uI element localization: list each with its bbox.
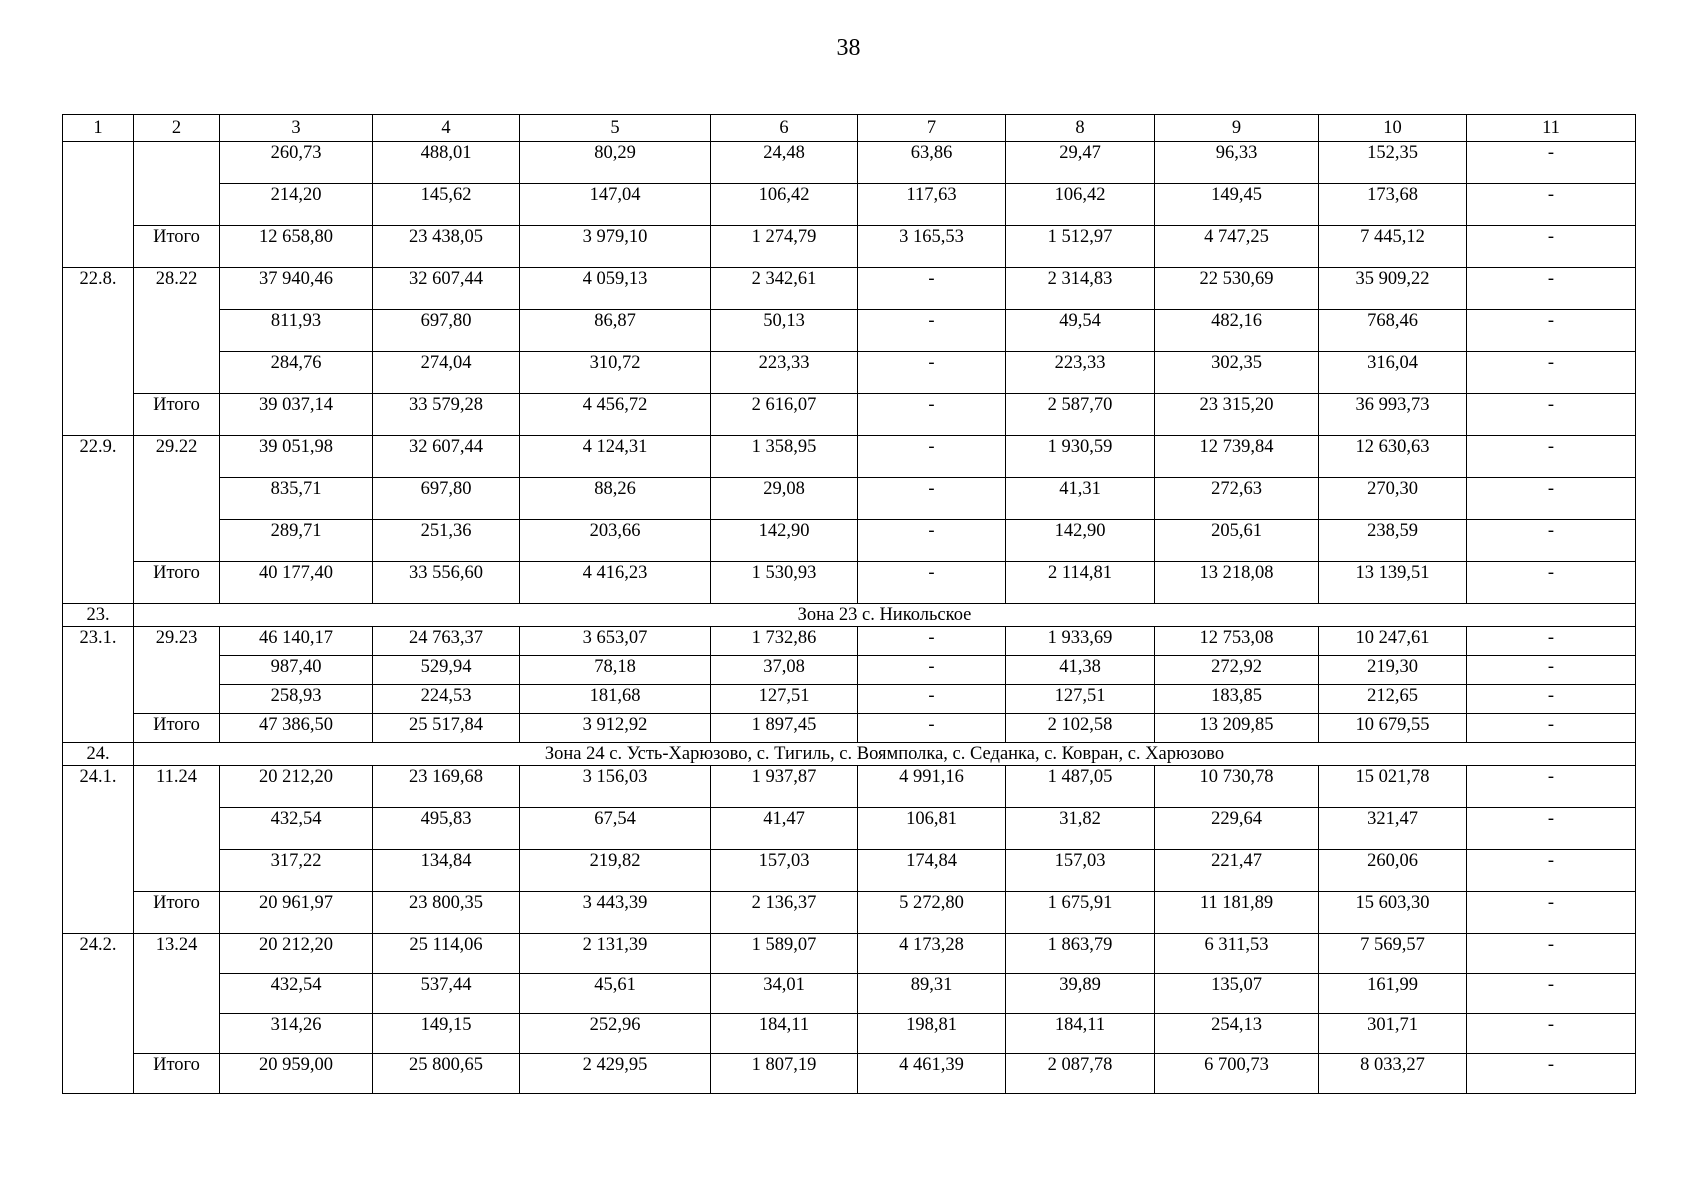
total-cell: 1 807,19 xyxy=(711,1054,858,1094)
table-cell: 183,85 xyxy=(1155,685,1319,714)
table-cell: 88,26 xyxy=(520,478,711,520)
table-cell: 12 753,08 xyxy=(1155,627,1319,656)
item-number xyxy=(63,142,134,268)
total-row xyxy=(63,1054,1636,1094)
table-cell: 272,92 xyxy=(1155,656,1319,685)
total-cell: - xyxy=(1467,1054,1636,1094)
table-cell: 117,63 xyxy=(858,184,1006,226)
total-cell: 47 386,50 xyxy=(220,714,373,743)
table-cell: - xyxy=(858,268,1006,310)
column-header: 3 xyxy=(220,115,373,142)
table-cell: 20 212,20 xyxy=(220,934,373,974)
table-cell: 37 940,46 xyxy=(220,268,373,310)
item-number: 24.1. xyxy=(63,766,134,934)
table-cell: 23 169,68 xyxy=(373,766,520,808)
total-cell: 4 416,23 xyxy=(520,562,711,604)
total-cell: 2 087,78 xyxy=(1006,1054,1155,1094)
table-cell: - xyxy=(1467,352,1636,394)
table-cell: 317,22 xyxy=(220,850,373,892)
page-number: 38 xyxy=(836,35,861,61)
table-cell: 127,51 xyxy=(711,685,858,714)
total-cell: 8 033,27 xyxy=(1319,1054,1467,1094)
table-cell: - xyxy=(858,627,1006,656)
table-cell: 147,04 xyxy=(520,184,711,226)
total-cell: 1 897,45 xyxy=(711,714,858,743)
table-cell: 181,68 xyxy=(520,685,711,714)
total-cell: - xyxy=(858,562,1006,604)
total-cell: 2 587,70 xyxy=(1006,394,1155,436)
table-cell: 15 021,78 xyxy=(1319,766,1467,808)
table-cell: - xyxy=(858,352,1006,394)
table-cell: 1 937,87 xyxy=(711,766,858,808)
table-row xyxy=(63,627,1636,656)
table-cell: 41,38 xyxy=(1006,656,1155,685)
table-cell: - xyxy=(858,520,1006,562)
table-cell: 219,82 xyxy=(520,850,711,892)
table-cell: 63,86 xyxy=(858,142,1006,184)
table-cell: - xyxy=(1467,184,1636,226)
total-cell: - xyxy=(1467,714,1636,743)
table-cell: 1 933,69 xyxy=(1006,627,1155,656)
table-cell: 174,84 xyxy=(858,850,1006,892)
table-cell: 203,66 xyxy=(520,520,711,562)
table-cell: 157,03 xyxy=(1006,850,1155,892)
table-row xyxy=(63,850,1636,892)
table-cell: 205,61 xyxy=(1155,520,1319,562)
total-cell: 33 579,28 xyxy=(373,394,520,436)
table-cell: 149,45 xyxy=(1155,184,1319,226)
item-code: 13.24 xyxy=(134,934,220,1054)
total-cell: 3 912,92 xyxy=(520,714,711,743)
total-cell: 33 556,60 xyxy=(373,562,520,604)
total-cell: 10 679,55 xyxy=(1319,714,1467,743)
total-cell: 2 136,37 xyxy=(711,892,858,934)
table-cell: 22 530,69 xyxy=(1155,268,1319,310)
table-cell: 2 314,83 xyxy=(1006,268,1155,310)
table-body xyxy=(63,115,1636,1094)
total-cell: 1 530,93 xyxy=(711,562,858,604)
total-label: Итого xyxy=(134,226,220,268)
total-row xyxy=(63,892,1636,934)
total-cell: - xyxy=(1467,892,1636,934)
table-cell: 987,40 xyxy=(220,656,373,685)
table-cell: 495,83 xyxy=(373,808,520,850)
table-cell: 229,64 xyxy=(1155,808,1319,850)
table-cell: 34,01 xyxy=(711,974,858,1014)
table-cell: 29,08 xyxy=(711,478,858,520)
table-cell: 145,62 xyxy=(373,184,520,226)
table-row xyxy=(63,656,1636,685)
table-cell: 89,31 xyxy=(858,974,1006,1014)
table-cell: 106,81 xyxy=(858,808,1006,850)
table-cell: 4 991,16 xyxy=(858,766,1006,808)
table-cell: 142,90 xyxy=(711,520,858,562)
table-row xyxy=(63,520,1636,562)
table-row xyxy=(63,478,1636,520)
header-row xyxy=(63,115,1636,142)
table-cell: 67,54 xyxy=(520,808,711,850)
table-cell: - xyxy=(1467,142,1636,184)
item-code xyxy=(134,142,220,226)
total-cell: 23 438,05 xyxy=(373,226,520,268)
table-cell: 50,13 xyxy=(711,310,858,352)
table-cell: 223,33 xyxy=(1006,352,1155,394)
table-cell: 106,42 xyxy=(711,184,858,226)
table-cell: 80,29 xyxy=(520,142,711,184)
table-cell: 1 863,79 xyxy=(1006,934,1155,974)
table-cell: 4 059,13 xyxy=(520,268,711,310)
column-header: 5 xyxy=(520,115,711,142)
total-label: Итого xyxy=(134,714,220,743)
total-row xyxy=(63,714,1636,743)
table-cell: 212,65 xyxy=(1319,685,1467,714)
table-cell: 4 173,28 xyxy=(858,934,1006,974)
table-cell: 198,81 xyxy=(858,1014,1006,1054)
table-cell: 12 739,84 xyxy=(1155,436,1319,478)
total-row xyxy=(63,226,1636,268)
table-cell: 432,54 xyxy=(220,974,373,1014)
table-cell: 224,53 xyxy=(373,685,520,714)
item-number: 22.9. xyxy=(63,436,134,604)
zone-number: 24. xyxy=(63,743,134,766)
table-cell: 12 630,63 xyxy=(1319,436,1467,478)
table-cell: 2 131,39 xyxy=(520,934,711,974)
table-cell: 223,33 xyxy=(711,352,858,394)
zone-title: Зона 23 с. Никольское xyxy=(134,604,1636,627)
table-cell: 432,54 xyxy=(220,808,373,850)
column-header: 7 xyxy=(858,115,1006,142)
table-cell: 238,59 xyxy=(1319,520,1467,562)
table-cell: 1 589,07 xyxy=(711,934,858,974)
total-cell: 1 274,79 xyxy=(711,226,858,268)
table-cell: 1 732,86 xyxy=(711,627,858,656)
total-label: Итого xyxy=(134,1054,220,1094)
total-cell: 2 102,58 xyxy=(1006,714,1155,743)
zone-row xyxy=(63,743,1636,766)
total-cell: 4 747,25 xyxy=(1155,226,1319,268)
table-cell: - xyxy=(1467,310,1636,352)
table-cell: - xyxy=(1467,268,1636,310)
table-cell: - xyxy=(1467,974,1636,1014)
tariff-table xyxy=(62,114,1636,1094)
total-cell: 3 165,53 xyxy=(858,226,1006,268)
table-cell: 45,61 xyxy=(520,974,711,1014)
table-cell: 272,63 xyxy=(1155,478,1319,520)
column-header: 9 xyxy=(1155,115,1319,142)
table-cell: 310,72 xyxy=(520,352,711,394)
table-cell: - xyxy=(858,310,1006,352)
column-header: 6 xyxy=(711,115,858,142)
table-cell: 482,16 xyxy=(1155,310,1319,352)
table-cell: 488,01 xyxy=(373,142,520,184)
table-row xyxy=(63,766,1636,808)
table-cell: - xyxy=(1467,627,1636,656)
total-cell: 7 445,12 xyxy=(1319,226,1467,268)
total-cell: 25 800,65 xyxy=(373,1054,520,1094)
table-row xyxy=(63,268,1636,310)
table-cell: - xyxy=(1467,1014,1636,1054)
total-cell: 25 517,84 xyxy=(373,714,520,743)
table-cell: 321,47 xyxy=(1319,808,1467,850)
item-number: 24.2. xyxy=(63,934,134,1094)
table-cell: 835,71 xyxy=(220,478,373,520)
table-row xyxy=(63,352,1636,394)
table-cell: 214,20 xyxy=(220,184,373,226)
table-cell: - xyxy=(1467,808,1636,850)
table-cell: 254,13 xyxy=(1155,1014,1319,1054)
total-cell: 39 037,14 xyxy=(220,394,373,436)
total-cell: - xyxy=(1467,562,1636,604)
table-cell: 39,89 xyxy=(1006,974,1155,1014)
column-header: 10 xyxy=(1319,115,1467,142)
table-row xyxy=(63,934,1636,974)
table-row xyxy=(63,436,1636,478)
total-cell: 5 272,80 xyxy=(858,892,1006,934)
table-row xyxy=(63,974,1636,1014)
table-cell: 529,94 xyxy=(373,656,520,685)
total-cell: - xyxy=(1467,226,1636,268)
table-cell: 251,36 xyxy=(373,520,520,562)
total-cell: 2 429,95 xyxy=(520,1054,711,1094)
table-cell: 6 311,53 xyxy=(1155,934,1319,974)
table-row xyxy=(63,685,1636,714)
table-cell: 260,06 xyxy=(1319,850,1467,892)
table-cell: - xyxy=(858,656,1006,685)
column-header: 4 xyxy=(373,115,520,142)
table-cell: 149,15 xyxy=(373,1014,520,1054)
table-cell: 301,71 xyxy=(1319,1014,1467,1054)
table-cell: - xyxy=(1467,934,1636,974)
table-cell: 3 156,03 xyxy=(520,766,711,808)
table-cell: 252,96 xyxy=(520,1014,711,1054)
table-row xyxy=(63,142,1636,184)
total-cell: 13 218,08 xyxy=(1155,562,1319,604)
total-cell: 1 512,97 xyxy=(1006,226,1155,268)
table-cell: 142,90 xyxy=(1006,520,1155,562)
table-cell: 10 730,78 xyxy=(1155,766,1319,808)
zone-row xyxy=(63,604,1636,627)
table-cell: 3 653,07 xyxy=(520,627,711,656)
table-cell: 173,68 xyxy=(1319,184,1467,226)
total-cell: 6 700,73 xyxy=(1155,1054,1319,1094)
table-cell: - xyxy=(858,685,1006,714)
table-cell: 811,93 xyxy=(220,310,373,352)
total-cell: 3 443,39 xyxy=(520,892,711,934)
table-cell: 161,99 xyxy=(1319,974,1467,1014)
column-header: 1 xyxy=(63,115,134,142)
table-cell: 219,30 xyxy=(1319,656,1467,685)
table-cell: 7 569,57 xyxy=(1319,934,1467,974)
total-cell: 15 603,30 xyxy=(1319,892,1467,934)
table-cell: 135,07 xyxy=(1155,974,1319,1014)
item-code: 11.24 xyxy=(134,766,220,892)
table-cell: 32 607,44 xyxy=(373,436,520,478)
table-cell: 537,44 xyxy=(373,974,520,1014)
column-header: 8 xyxy=(1006,115,1155,142)
table-cell: 152,35 xyxy=(1319,142,1467,184)
item-number: 23.1. xyxy=(63,627,134,743)
total-cell: 20 959,00 xyxy=(220,1054,373,1094)
table-row xyxy=(63,808,1636,850)
table-cell: 31,82 xyxy=(1006,808,1155,850)
table-cell: 1 930,59 xyxy=(1006,436,1155,478)
table-cell: 106,42 xyxy=(1006,184,1155,226)
table-cell: 24 763,37 xyxy=(373,627,520,656)
total-cell: 1 675,91 xyxy=(1006,892,1155,934)
table-cell: - xyxy=(858,478,1006,520)
table-cell: 1 487,05 xyxy=(1006,766,1155,808)
table-cell: - xyxy=(1467,850,1636,892)
table-cell: 37,08 xyxy=(711,656,858,685)
total-cell: - xyxy=(858,714,1006,743)
total-cell: - xyxy=(858,394,1006,436)
total-cell: 2 616,07 xyxy=(711,394,858,436)
total-cell: 4 456,72 xyxy=(520,394,711,436)
item-number: 22.8. xyxy=(63,268,134,436)
table-row xyxy=(63,310,1636,352)
table-cell: 49,54 xyxy=(1006,310,1155,352)
total-cell: 20 961,97 xyxy=(220,892,373,934)
total-cell: 23 800,35 xyxy=(373,892,520,934)
total-cell: 11 181,89 xyxy=(1155,892,1319,934)
total-cell: 36 993,73 xyxy=(1319,394,1467,436)
table-cell: 184,11 xyxy=(1006,1014,1155,1054)
table-cell: 41,31 xyxy=(1006,478,1155,520)
table-cell: - xyxy=(1467,520,1636,562)
table-cell: 314,26 xyxy=(220,1014,373,1054)
total-row xyxy=(63,562,1636,604)
total-cell: 40 177,40 xyxy=(220,562,373,604)
table-cell: - xyxy=(1467,436,1636,478)
table-cell: 157,03 xyxy=(711,850,858,892)
table-cell: 10 247,61 xyxy=(1319,627,1467,656)
table-cell: 25 114,06 xyxy=(373,934,520,974)
table-cell: 258,93 xyxy=(220,685,373,714)
table-cell: 86,87 xyxy=(520,310,711,352)
table-row xyxy=(63,184,1636,226)
zone-number: 23. xyxy=(63,604,134,627)
table-cell: 39 051,98 xyxy=(220,436,373,478)
total-label: Итого xyxy=(134,394,220,436)
table-cell: 20 212,20 xyxy=(220,766,373,808)
total-label: Итого xyxy=(134,892,220,934)
table-cell: 4 124,31 xyxy=(520,436,711,478)
table-cell: 2 342,61 xyxy=(711,268,858,310)
table-cell: - xyxy=(1467,478,1636,520)
table-cell: 134,84 xyxy=(373,850,520,892)
total-cell: 13 139,51 xyxy=(1319,562,1467,604)
total-cell: 13 209,85 xyxy=(1155,714,1319,743)
column-header: 11 xyxy=(1467,115,1636,142)
item-code: 29.23 xyxy=(134,627,220,714)
table-cell: 768,46 xyxy=(1319,310,1467,352)
total-cell: - xyxy=(1467,394,1636,436)
total-cell: 12 658,80 xyxy=(220,226,373,268)
table-cell: 316,04 xyxy=(1319,352,1467,394)
table-cell: - xyxy=(1467,766,1636,808)
table-cell: 127,51 xyxy=(1006,685,1155,714)
total-label: Итого xyxy=(134,562,220,604)
table-cell: 221,47 xyxy=(1155,850,1319,892)
table-cell: 96,33 xyxy=(1155,142,1319,184)
total-cell: 4 461,39 xyxy=(858,1054,1006,1094)
table-cell: 35 909,22 xyxy=(1319,268,1467,310)
table-cell: - xyxy=(858,436,1006,478)
table-row xyxy=(63,1014,1636,1054)
column-header: 2 xyxy=(134,115,220,142)
total-cell: 23 315,20 xyxy=(1155,394,1319,436)
table-cell: 29,47 xyxy=(1006,142,1155,184)
total-cell: 2 114,81 xyxy=(1006,562,1155,604)
item-code: 29.22 xyxy=(134,436,220,562)
table-cell: 184,11 xyxy=(711,1014,858,1054)
table-cell: 46 140,17 xyxy=(220,627,373,656)
table-cell: 284,76 xyxy=(220,352,373,394)
table-cell: - xyxy=(1467,685,1636,714)
total-cell: 3 979,10 xyxy=(520,226,711,268)
table-cell: 41,47 xyxy=(711,808,858,850)
table-cell: 697,80 xyxy=(373,478,520,520)
table-cell: 78,18 xyxy=(520,656,711,685)
table-cell: 24,48 xyxy=(711,142,858,184)
table-cell: 1 358,95 xyxy=(711,436,858,478)
table-cell: 270,30 xyxy=(1319,478,1467,520)
table-cell: - xyxy=(1467,656,1636,685)
table-cell: 32 607,44 xyxy=(373,268,520,310)
table-cell: 274,04 xyxy=(373,352,520,394)
table-cell: 289,71 xyxy=(220,520,373,562)
item-code: 28.22 xyxy=(134,268,220,394)
table-cell: 260,73 xyxy=(220,142,373,184)
total-row xyxy=(63,394,1636,436)
table-cell: 697,80 xyxy=(373,310,520,352)
table-cell: 302,35 xyxy=(1155,352,1319,394)
zone-title: Зона 24 с. Усть-Харюзово, с. Тигиль, с. Воямполка, с. Седанка, с. Ковран, с. Харюзово xyxy=(134,743,1636,766)
